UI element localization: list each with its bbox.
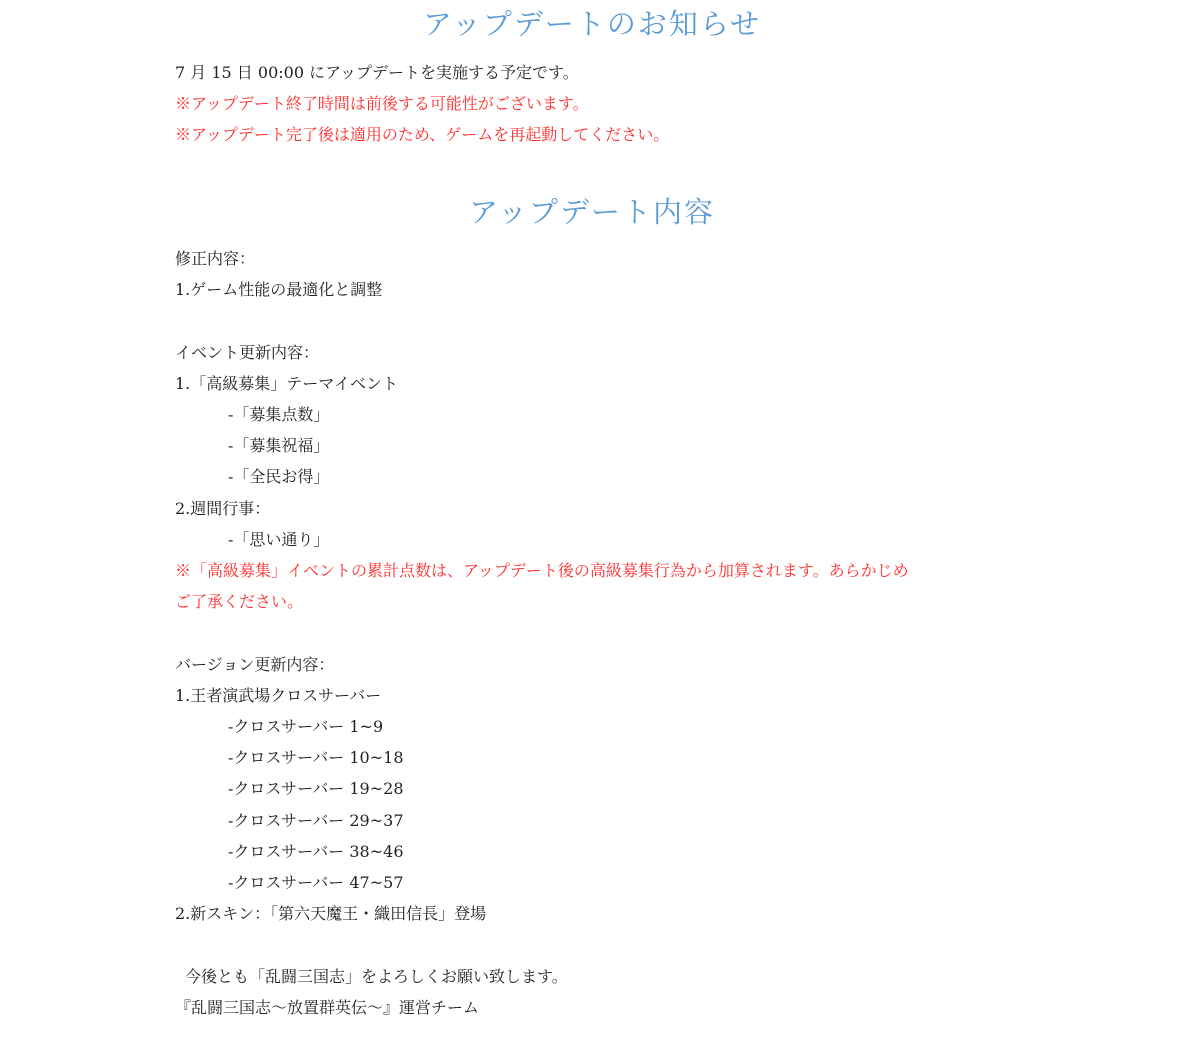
spacer [175,305,1025,336]
spacer [175,929,1025,960]
fixes-heading: 修正内容： [175,249,256,268]
warning-restart-text: ※アップデート完了後は適用のため、ゲームを再起動してください。 [175,125,670,145]
events-item-1: 1.「高級募集」テーマイベント [175,373,398,393]
events-heading: イベント更新内容： [175,342,320,362]
events-note-line-1: ※「高級募集」イベントの累計点数は、アップデート後の高級募集行為から加算されます。あらかじめ [175,561,909,581]
closing-signature: 『乱闘三国志～放置群英伝～』運営チーム [175,997,480,1017]
events-item-1-sub: -「募集祝福」 [228,436,330,456]
events-item-2-sub: -「思い通り」 [228,529,330,549]
events-item-2: 2.週間行事： [175,498,271,518]
warning-time-text: ※アップデート終了時間は前後する可能性がございます。 [175,94,589,114]
events-item-1-sub: -「募集点数」 [228,405,330,424]
version-item-1-sub: -クロスサーバー 19~28 [228,779,404,799]
contents-body [175,243,1025,1023]
version-item-1-sub: -クロスサーバー 38~46 [228,841,404,861]
version-heading: バージョン更新内容： [175,654,335,674]
notice-title: アップデートのお知らせ [422,7,762,41]
version-item-1-sub: -クロスサーバー 10~18 [228,748,404,768]
notice-body [175,57,1025,151]
contents-title: アップデート内容 [469,195,715,229]
version-item-1-sub: -クロスサーバー 1~9 [228,717,384,737]
fixes-item: 1.ゲーム性能の最適化と調整 [175,280,383,300]
closing-message: 今後とも「乱闘三国志」をよろしくお願い致します。 [185,966,568,986]
schedule-text: 7 月 15 日 00:00 にアップデートを実施する予定です。 [175,63,579,82]
spacer [175,617,1025,648]
version-item-1: 1.王者演武場クロスサーバー [175,685,382,705]
events-item-1-sub: -「全民お得」 [228,467,330,487]
version-item-2: 2.新スキン：「第六天魔王・織田信長」登場 [175,904,487,924]
events-note-line-2: ご了承ください。 [175,592,304,612]
version-item-1-sub: -クロスサーバー 29~37 [228,810,404,830]
version-item-1-sub: -クロスサーバー 47~57 [228,873,404,893]
